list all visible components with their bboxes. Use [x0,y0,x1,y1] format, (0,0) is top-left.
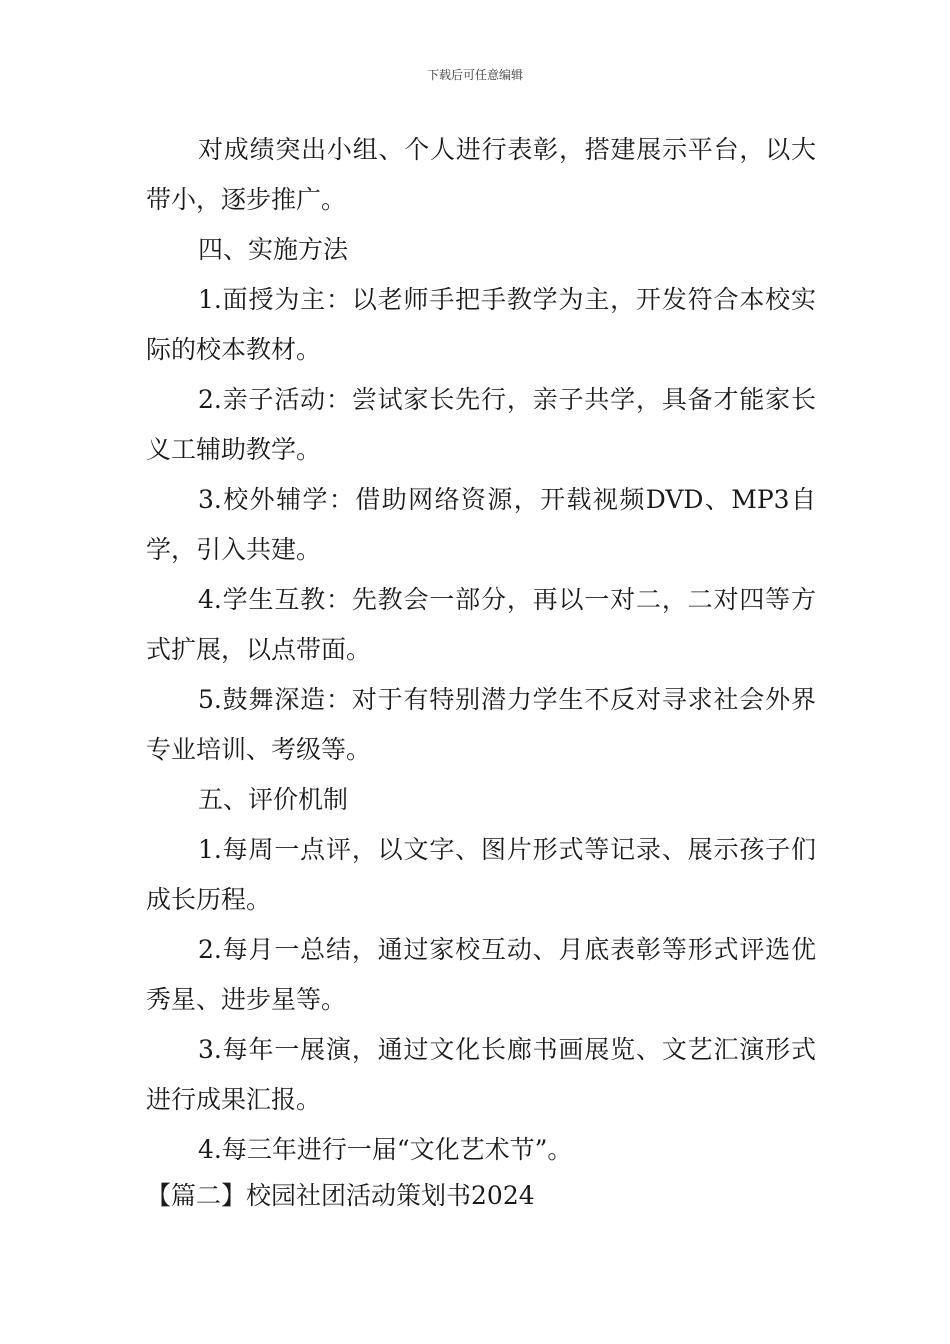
section-heading: 五、评价机制 [198,785,349,814]
paragraph: 2.亲子活动：尝试家长先行，亲子共学，具备才能家长义工辅助教学。 [146,385,816,464]
document-body [146,125,816,1175]
section-heading: 四、实施方法 [198,235,349,264]
paragraph: 1.面授为主：以老师手把手教学为主，开发符合本校实际的校本教材。 [146,285,816,364]
paragraph: 2.每月一总结，通过家校互动、月底表彰等形式评选优秀星、进步星等。 [146,935,816,1014]
paragraph: 5.鼓舞深造：对于有特别潜力学生不反对寻求社会外界专业培训、考级等。 [146,685,816,764]
paragraph: 4.学生互教：先教会一部分，再以一对二，二对四等方式扩展，以点带面。 [146,585,816,664]
page-header: 下载后可任意编辑 [426,68,523,82]
paragraph: 4.每三年进行一届“文化艺术节”。 [198,1135,573,1164]
paragraph: 对成绩突出小组、个人进行表彰，搭建展示平台，以大带小，逐步推广。 [146,135,816,214]
section-title: 【篇二】校园社团活动策划书2024 [146,1181,535,1210]
paragraph: 1.每周一点评，以文字、图片形式等记录、展示孩子们成长历程。 [146,835,816,914]
paragraph: 3.每年一展演，通过文化长廊书画展览、文艺汇演形式进行成果汇报。 [146,1035,816,1114]
paragraph: 3.校外辅学：借助网络资源，开载视频DVD、MP3自学，引入共建。 [146,485,816,564]
